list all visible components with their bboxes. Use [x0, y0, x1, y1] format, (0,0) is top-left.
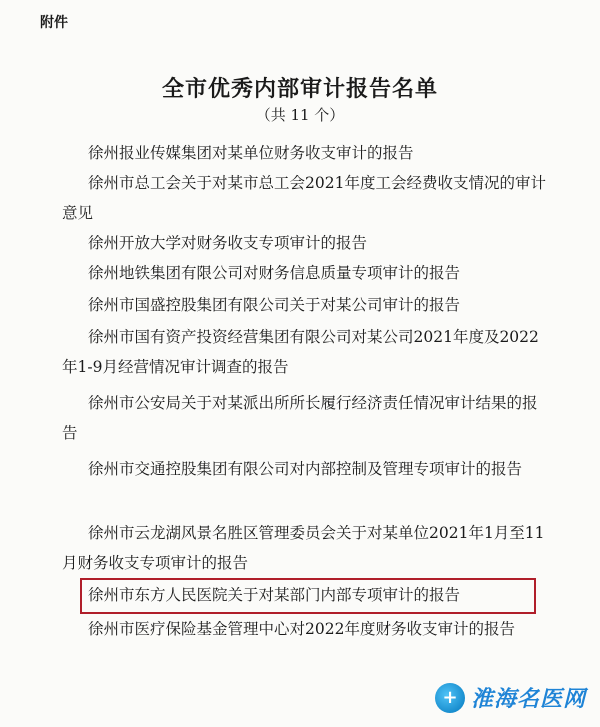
list-item: 徐州地铁集团有限公司对财务信息质量专项审计的报告 [88, 264, 461, 282]
list-item: 徐州市云龙湖风景名胜区管理委员会关于对某单位2021年1月至11月财务收支专项审计的报告 [62, 524, 545, 572]
watermark-logo-icon: + [435, 683, 465, 713]
list-item: 徐州市国盛控股集团有限公司关于对某公司审计的报告 [88, 296, 461, 314]
list-item: 徐州市公安局关于对某派出所所长履行经济责任情况审计结果的报告 [62, 394, 538, 442]
list-item-highlighted: 徐州市东方人民医院关于对某部门内部专项审计的报告 [88, 586, 461, 604]
attachment-label: 附件 [40, 15, 68, 31]
list-item: 徐州开放大学对财务收支专项审计的报告 [88, 234, 368, 252]
list-item: 徐州市医疗保险基金管理中心对2022年度财务收支审计的报告 [88, 620, 515, 638]
list-item: 徐州市交通控股集团有限公司对内部控制及管理专项审计的报告 [88, 460, 523, 478]
page-title: 全市优秀内部审计报告名单 [161, 76, 438, 102]
item-count: （共 11 个） [255, 106, 345, 124]
watermark [435, 682, 586, 713]
list-item: 徐州市总工会关于对某市总工会2021年度工会经费收支情况的审计意见 [62, 174, 546, 222]
watermark-text: 淮海名医网 [470, 687, 586, 712]
list-item: 徐州报业传媒集团对某单位财务收支审计的报告 [88, 144, 414, 162]
highlight-box [80, 578, 536, 614]
list-item: 徐州市国有资产投资经营集团有限公司对某公司2021年度及2022年1-9月经营情况审计调查的报告 [62, 328, 539, 376]
